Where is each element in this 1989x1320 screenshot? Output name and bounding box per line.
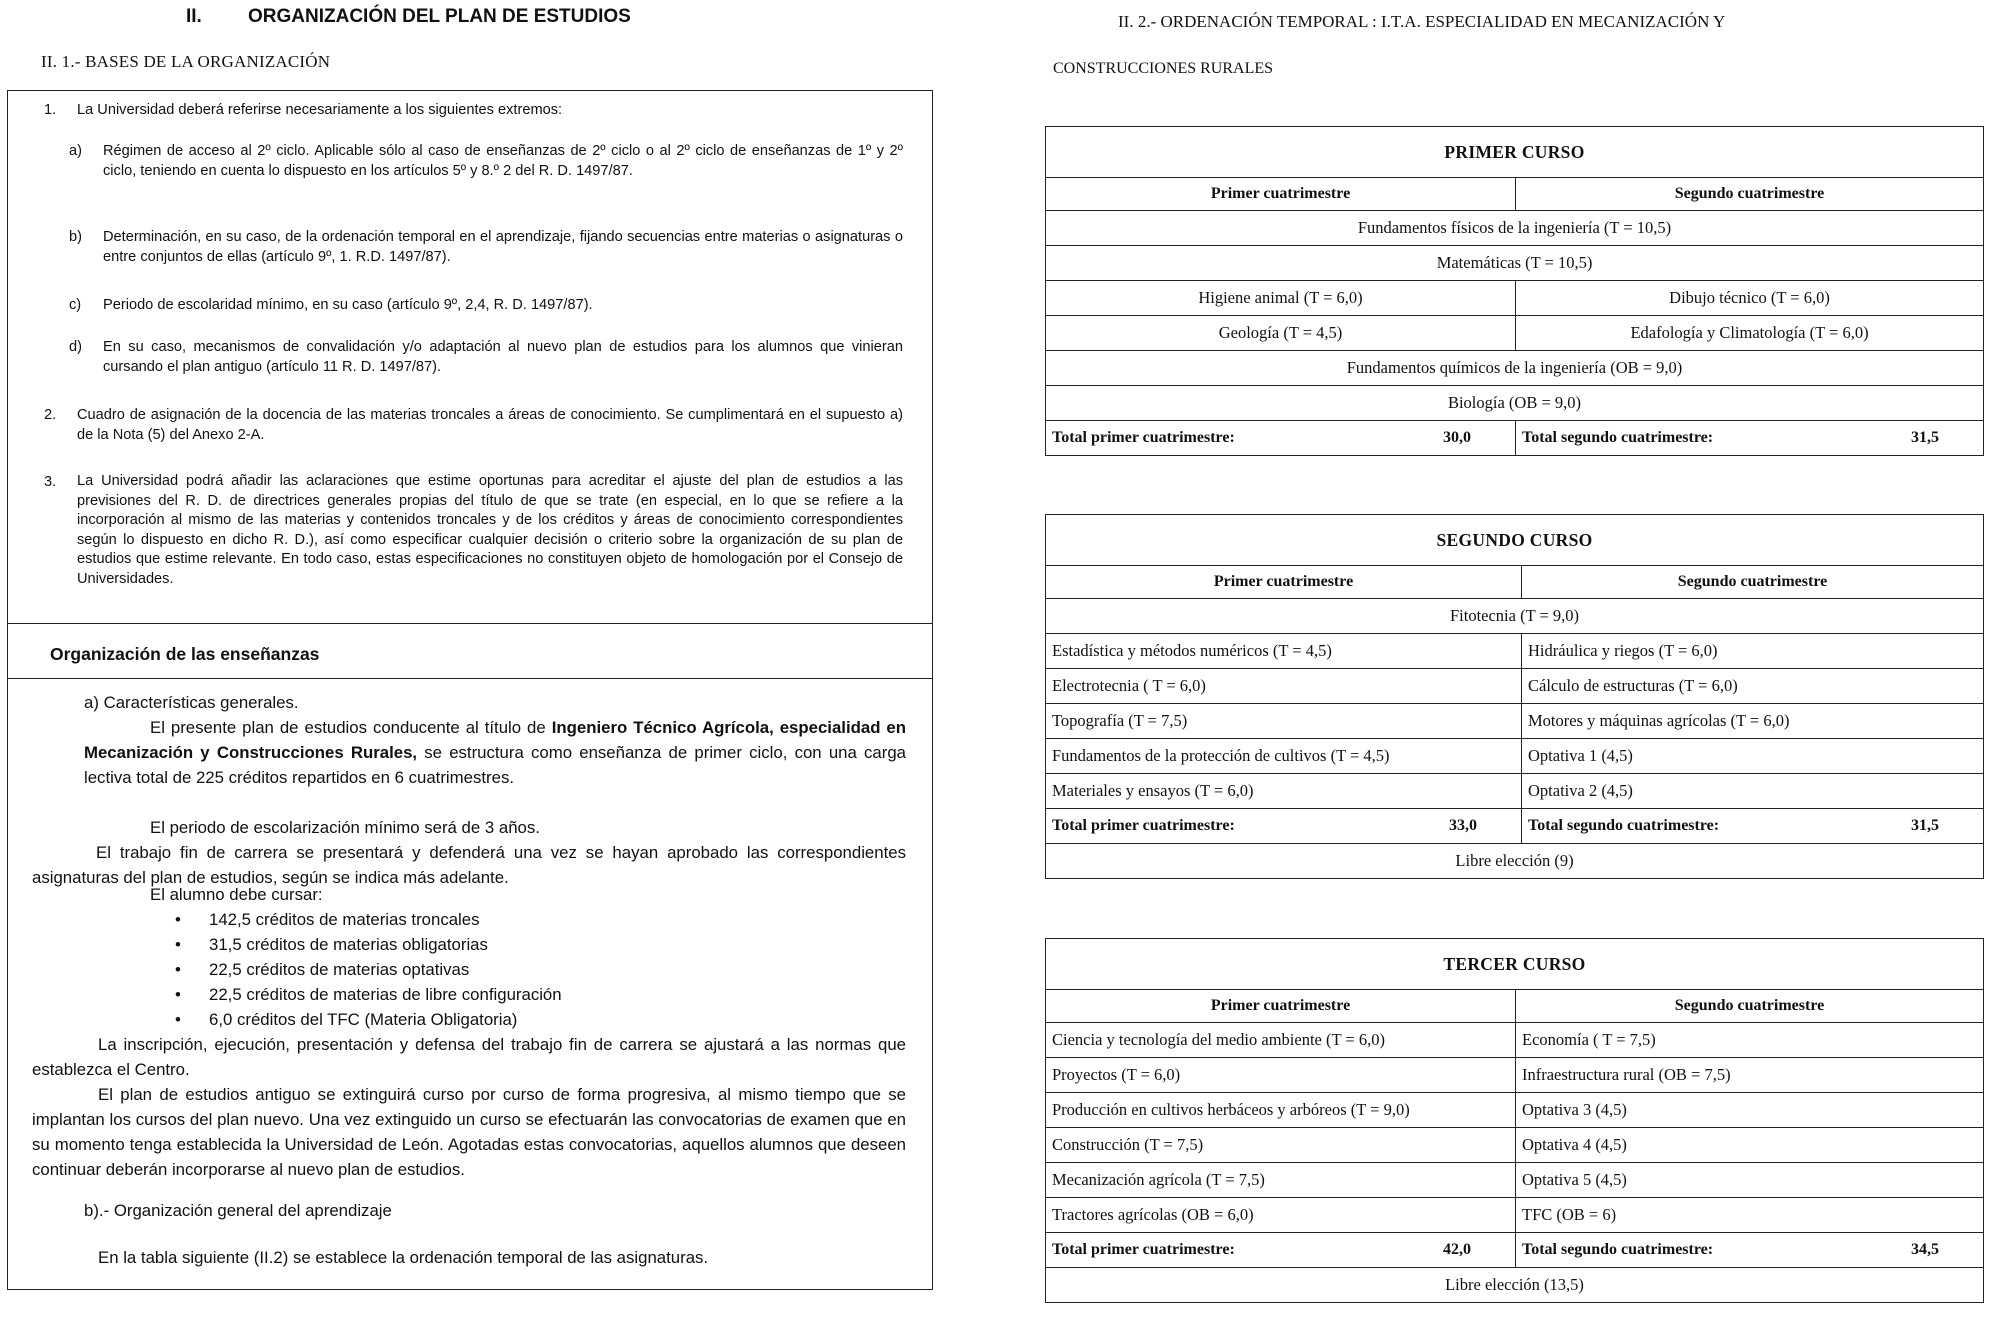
item-2-text: Cuadro de asignación de la docencia de las materias troncales a áreas de conocimiento. Se cumplimentará en el supuesto a) de la Nota (5) del Anexo 2-A. xyxy=(77,407,903,443)
section-number: II. xyxy=(186,6,202,27)
credits-item: • 22,5 créditos de materias de libre configuración xyxy=(175,982,562,1007)
org-p1-pre: El presente plan de estudios conducente al título de xyxy=(150,718,552,737)
subject-cell: Producción en cultivos herbáceos y arbóreos (T = 9,0) xyxy=(1046,1093,1516,1128)
subject-cell: Dibujo técnico (T = 6,0) xyxy=(1516,281,1984,316)
subject-cell: Topografía (T = 7,5) xyxy=(1046,704,1522,739)
sub-c-label: c) xyxy=(69,297,82,313)
subject-cell: Optativa 2 (4,5) xyxy=(1522,774,1984,809)
subject-cell: Materiales y ensayos (T = 6,0) xyxy=(1046,774,1522,809)
subject-cell: Fundamentos físicos de la ingeniería (T = 10,5) xyxy=(1046,211,1984,246)
subject-cell: Ciencia y tecnología del medio ambiente (T = 6,0) xyxy=(1046,1023,1516,1058)
subject-cell: Hidráulica y riegos (T = 6,0) xyxy=(1522,634,1984,669)
total-first-label: Total primer cuatrimestre: xyxy=(1052,429,1235,446)
org-p3: El trabajo fin de carrera se presentará y defenderá una vez se hayan aprobado las correspondientes asignaturas del plan de estudios, según se indica más adelante. xyxy=(32,843,906,887)
total-second-cell xyxy=(1516,421,1984,456)
col-header-second: Segundo cuatrimestre xyxy=(1522,566,1984,599)
sub-b-text: Determinación, en su caso, de la ordenación temporal en el aprendizaje, fijando secuencias entre materias o asignaturas o entre conjuntos de ellas (artículo 9º, 1. R.D. 1497/87). xyxy=(103,229,903,265)
org-title: Organización de las enseñanzas xyxy=(50,644,320,664)
subject-cell: Tractores agrícolas (OB = 6,0) xyxy=(1046,1198,1516,1233)
primer-curso-table xyxy=(1045,126,1984,456)
subject-cell: Optativa 1 (4,5) xyxy=(1522,739,1984,774)
subject-cell: Economía ( T = 7,5) xyxy=(1516,1023,1984,1058)
org-b-heading: b).- Organización general del aprendizaje xyxy=(84,1201,392,1220)
subject-cell: TFC (OB = 6) xyxy=(1516,1198,1984,1233)
col-header-second: Segundo cuatrimestre xyxy=(1516,990,1984,1023)
section-heading xyxy=(186,6,631,28)
total-second-label: Total segundo cuatrimestre: xyxy=(1522,1241,1714,1258)
credits-item: • 31,5 créditos de materias obligatorias xyxy=(175,932,562,957)
col-header-first: Primer cuatrimestre xyxy=(1046,178,1516,211)
col-header-first: Primer cuatrimestre xyxy=(1046,990,1516,1023)
subject-cell: Motores y máquinas agrícolas (T = 6,0) xyxy=(1522,704,1984,739)
org-p7: En la tabla siguiente (II.2) se establece la ordenación temporal de las asignaturas. xyxy=(98,1248,709,1267)
sub-c-text: Periodo de escolaridad mínimo, en su caso (artículo 9º, 2,4, R. D. 1497/87). xyxy=(103,297,593,313)
org-p1-bold: Ingeniero Técnico Agrícola, especialidad en Mecanización y Construcciones Rurales, xyxy=(84,718,907,762)
credits-item: • 142,5 créditos de materias troncales xyxy=(175,907,562,932)
section-title: ORGANIZACIÓN DEL PLAN DE ESTUDIOS xyxy=(248,6,631,27)
sub-d-label: d) xyxy=(69,339,82,355)
subject-cell: Geología (T = 4,5) xyxy=(1046,316,1516,351)
total-second-cell xyxy=(1516,1233,1984,1268)
sub-a-label: a) xyxy=(69,143,82,159)
credits-list xyxy=(175,907,562,1032)
subsection-heading: II. 1.- BASES DE LA ORGANIZACIÓN xyxy=(41,52,331,71)
org-p1-post: se estructura como enseñanza de primer ciclo, con una carga lectiva total de 225 créditos repartidos en 6 cuatrimestres. xyxy=(84,743,906,787)
table-heading-line1: II. 2.- ORDENACIÓN TEMPORAL : I.T.A. ESPECIALIDAD EN MECANIZACIÓN Y xyxy=(1118,12,1726,31)
total-first-cell xyxy=(1046,1233,1516,1268)
total-first-cell xyxy=(1046,809,1522,844)
segundo-curso-table xyxy=(1045,514,1984,879)
total-second-value: 31,5 xyxy=(1911,817,1940,834)
item-1-label: 1. xyxy=(44,102,57,118)
subject-cell: Higiene animal (T = 6,0) xyxy=(1046,281,1516,316)
subject-cell: Fundamentos químicos de la ingeniería (OB = 9,0) xyxy=(1046,351,1984,386)
credits-item: • 22,5 créditos de materias optativas xyxy=(175,957,562,982)
item-3-text: La Universidad podrá añadir las aclaraciones que estime oportunas para acreditar el ajuste del plan de estudios a las previsiones del R. D. de directrices generales propias del título de que se trate (en especial, en lo que se refiere a la incorporación al mismo de las materias y contenidos troncales y de los créditos y áreas de conocimiento correspondientes según lo dispuesto en dicho R. D.), así como especificar cualquier decisión o criterio sobre la organización de su plan de estudios que estime relevante. En todo caso, estas especificaciones no constituyen objeto de homologación por el Consejo de Universidades. xyxy=(77,473,903,587)
sub-d-text: En su caso, mecanismos de convalidación y/o adaptación al nuevo plan de estudios para los alumnos que vinieran cursando el plan antiguo (artículo 11 R. D. 1497/87). xyxy=(103,339,903,375)
subject-cell: Cálculo de estructuras (T = 6,0) xyxy=(1522,669,1984,704)
subject-cell: Edafología y Climatología (T = 6,0) xyxy=(1516,316,1984,351)
total-first-label: Total primer cuatrimestre: xyxy=(1052,817,1235,834)
total-first-value: 30,0 xyxy=(1443,429,1471,446)
total-second-label: Total segundo cuatrimestre: xyxy=(1528,817,1720,834)
course-title: SEGUNDO CURSO xyxy=(1046,515,1984,566)
tercer-curso-table xyxy=(1045,938,1984,1303)
subject-cell: Fundamentos de la protección de cultivos (T = 4,5) xyxy=(1046,739,1522,774)
subject-cell: Biología (OB = 9,0) xyxy=(1046,386,1984,421)
item-1-text: La Universidad deberá referirse necesariamente a los siguientes extremos: xyxy=(77,102,563,118)
table-heading-line2: CONSTRUCCIONES RURALES xyxy=(1053,60,1274,77)
total-second-label: Total segundo cuatrimestre: xyxy=(1522,429,1714,446)
org-p1 xyxy=(84,715,906,790)
subject-cell: Mecanización agrícola (T = 7,5) xyxy=(1046,1163,1516,1198)
item-2-label: 2. xyxy=(44,407,57,423)
subject-cell: Matemáticas (T = 10,5) xyxy=(1046,246,1984,281)
subject-cell: Proyectos (T = 6,0) xyxy=(1046,1058,1516,1093)
subject-cell: Estadística y métodos numéricos (T = 4,5) xyxy=(1046,634,1522,669)
subject-cell: Infraestructura rural (OB = 7,5) xyxy=(1516,1058,1984,1093)
col-header-first: Primer cuatrimestre xyxy=(1046,566,1522,599)
sub-a-text: Régimen de acceso al 2º ciclo. Aplicable sólo al caso de enseñanzas de 2º ciclo o al 2º ciclo de enseñanzas de 1º y 2º ciclo, teniendo en cuenta lo dispuesto en los artículos 5º y 8.º 2 del R. D. 1497/87. xyxy=(103,143,903,179)
sub-b-label: b) xyxy=(69,229,82,245)
org-p5: La inscripción, ejecución, presentación y defensa del trabajo fin de carrera se ajustará a las normas que establezca el Centro. xyxy=(32,1035,906,1079)
subject-cell: Optativa 3 (4,5) xyxy=(1516,1093,1984,1128)
course-title: TERCER CURSO xyxy=(1046,939,1984,990)
libre-eleccion-cell: Libre elección (9) xyxy=(1046,844,1984,879)
libre-eleccion-cell: Libre elección (13,5) xyxy=(1046,1268,1984,1303)
subject-cell: Optativa 5 (4,5) xyxy=(1516,1163,1984,1198)
col-header-second: Segundo cuatrimestre xyxy=(1516,178,1984,211)
total-first-value: 33,0 xyxy=(1449,817,1477,834)
total-second-value: 34,5 xyxy=(1911,1241,1940,1258)
total-second-cell xyxy=(1522,809,1984,844)
subject-cell: Electrotecnia ( T = 6,0) xyxy=(1046,669,1522,704)
org-p4: El alumno debe cursar: xyxy=(150,885,323,904)
total-first-label: Total primer cuatrimestre: xyxy=(1052,1241,1235,1258)
org-p6: El plan de estudios antiguo se extinguirá curso por curso de forma progresiva, al mismo tiempo que se implantan los cursos del plan nuevo. Una vez extinguido un curso se efectuarán las convocatorias de examen que en su momento tenga establecida la Universidad de León. Agotadas estas convocatorias, aquellos alumnos que deseen continuar deberán incorporarse al nuevo plan de estudios. xyxy=(32,1085,906,1179)
org-p2: El periodo de escolarización mínimo será de 3 años. xyxy=(150,818,540,837)
subject-cell: Fitotecnia (T = 9,0) xyxy=(1046,599,1984,634)
credits-item: • 6,0 créditos del TFC (Materia Obligatoria) xyxy=(175,1007,562,1032)
total-first-cell xyxy=(1046,421,1516,456)
org-a-heading: a) Características generales. xyxy=(84,693,299,712)
total-first-value: 42,0 xyxy=(1443,1241,1471,1258)
subject-cell: Construcción (T = 7,5) xyxy=(1046,1128,1516,1163)
subject-cell: Optativa 4 (4,5) xyxy=(1516,1128,1984,1163)
total-second-value: 31,5 xyxy=(1911,429,1940,446)
course-title: PRIMER CURSO xyxy=(1046,127,1984,178)
item-3-label: 3. xyxy=(44,474,57,490)
